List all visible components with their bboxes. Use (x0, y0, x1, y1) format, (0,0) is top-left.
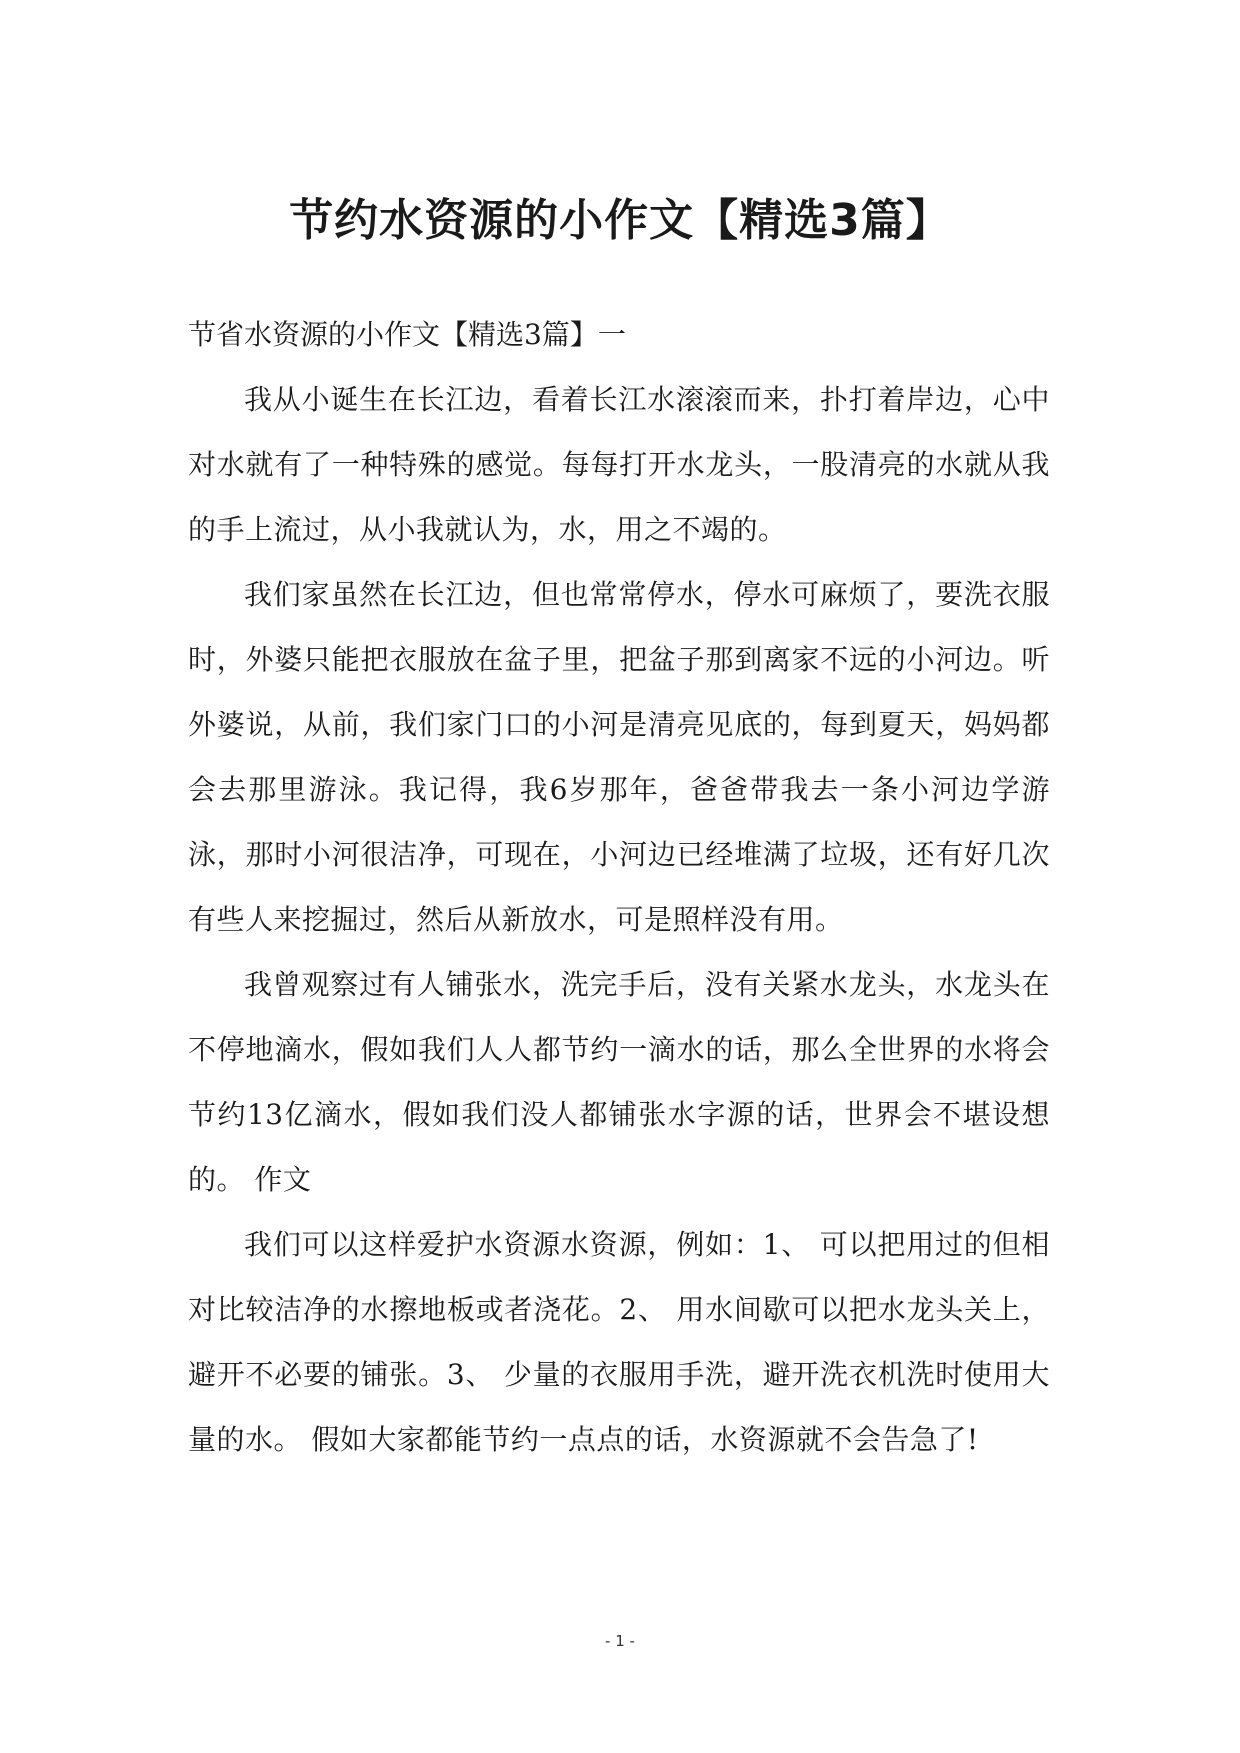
section-subtitle: 节省水资源的小作文【精选3篇】一 (188, 318, 626, 351)
paragraph-1: 我从小诞生在长江边，看着长江水滚滚而来，扑打着岸边，心中对水就有了一种特殊的感觉。每每打开水龙头，一股清亮的水就从我的手上流过，从小我就认为，水，用之不竭的。 (188, 383, 1050, 546)
page-number: - 1 - (605, 1632, 635, 1650)
paragraph-3: 我曾观察过有人铺张水，洗完手后，没有关紧水龙头，水龙头在不停地滴水，假如我们人人都节约一滴水的话，那么全世界的水将会节约13亿滴水，假如我们没人都铺张水字源的话，世界会不堪设想的。 作文 (188, 968, 1050, 1196)
document-body (188, 302, 1050, 1472)
paragraph-2: 我们家虽然在长江边，但也常常停水，停水可麻烦了，要洗衣服时，外婆只能把衣服放在盆子里，把盆子那到离家不远的小河边。听外婆说，从前，我们家门口的小河是清亮见底的，每到夏天，妈妈都会去那里游泳。我记得，我6岁那年，爸爸带我去一条小河边学游泳，那时小河很洁净，可现在，小河边已经堆满了垃圾，还有好几次有些人来挖掘过，然后从新放水，可是照样没有用。 (188, 578, 1050, 936)
document-title: 节约水资源的小作文【精选3篇】 (289, 195, 951, 246)
paragraph-4: 我们可以这样爱护水资源水资源，例如：1、 可以把用过的但相对比较洁净的水擦地板或者浇花。2、 用水间歇可以把水龙头关上，避开不必要的铺张。3、 少量的衣服用手洗，避开洗衣机洗时使用大量的水。 假如大家都能节约一点点的话，水资源就不会告急了! (188, 1228, 1050, 1456)
